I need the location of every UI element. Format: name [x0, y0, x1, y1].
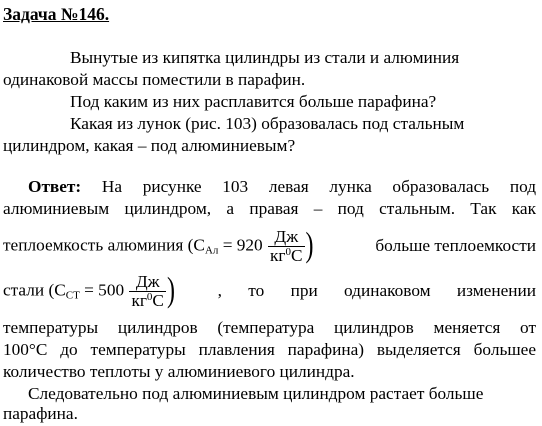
steel-capacity: стали ($С_{СТ} = 500$ $\frac{Дж}{кг^0С}$ )	[3, 271, 175, 310]
answer-label: Ответ:	[28, 177, 82, 196]
problem-line-3: Под каким из них расплавится больше парафина?	[70, 92, 437, 111]
problem-line-4: Какая из лунок (рис. 103) образовалась под стальным	[70, 114, 465, 133]
answer-line-3	[3, 226, 536, 266]
answer-line-8: Следовательно под алюминиевым цилиндром растает больше	[28, 384, 484, 403]
problem-line-2: одинаковой массы поместили в парафин.	[3, 70, 306, 89]
aluminium-capacity: теплоемкость алюминия ($С_{Ал} = 920$ $\frac{Дж}{кг^0С}$ )	[3, 226, 314, 265]
answer-line-5: температуры цилиндров (температура цилиндров меняется от	[3, 318, 536, 337]
answer-line-7: количество теплоты у алюминиевого цилиндра.	[3, 362, 355, 381]
unit-fraction-steel: $\frac{Дж}{кг^0С}$	[131, 271, 164, 310]
answer-text-1: На рисунке 103 левая лунка образовалась под	[101, 177, 537, 196]
task-title: Задача №146.	[3, 4, 110, 24]
answer-line-4	[3, 271, 536, 311]
answer-line-2: алюминиевым цилиндром, а правая – под стальным. Так как	[3, 199, 536, 218]
unit-fraction-aluminium: $\frac{Дж}{кг^0С}$	[270, 226, 303, 265]
page	[3, 0, 539, 426]
problem-line-5: цилиндром, какая – под алюминиевым?	[3, 136, 296, 155]
answer-line-1	[28, 176, 536, 198]
answer-line-6: 100°С до температуры плавления парафина) выделяется большее	[3, 340, 536, 359]
problem-line-1: Вынутые из кипятка цилиндры из стали и алюминия	[70, 48, 460, 67]
answer-line-9: парафина.	[3, 404, 78, 423]
answer-text-4: , то при одинаковом изменении	[217, 281, 536, 300]
answer-text-3: больше теплоемкости	[375, 236, 536, 255]
